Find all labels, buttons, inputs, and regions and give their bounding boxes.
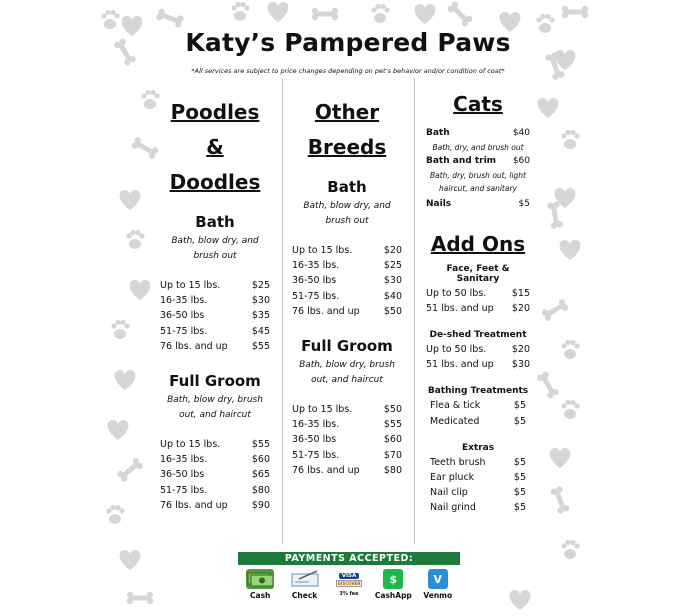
payments-section: [238, 552, 460, 614]
price-row: [426, 342, 530, 357]
price-row: [160, 339, 270, 354]
cash-icon: [246, 569, 274, 589]
bathing-treatments-list: [426, 398, 530, 428]
weight-range: 51-75 lbs.: [292, 449, 340, 461]
price: $65: [251, 469, 270, 481]
price: $5: [513, 487, 526, 499]
payment-label: CashApp: [374, 591, 412, 600]
weight-range: Up to 15 lbs.: [292, 404, 353, 416]
price-row: [160, 324, 270, 339]
price: $25: [251, 280, 270, 291]
other-bath-price-list: [292, 243, 402, 319]
price-row: [292, 243, 402, 258]
price: $5: [513, 456, 526, 468]
cat-bath-desc: Bath, dry, and brush out: [432, 143, 524, 153]
other-bath-desc-line2: brush out: [325, 216, 369, 226]
weight-range: 36-50 lbs: [292, 275, 337, 287]
price: $80: [251, 484, 270, 496]
extras-list: [426, 455, 530, 516]
price-row: [426, 357, 530, 372]
cat-bath-price: $40: [512, 128, 530, 138]
price-row: [292, 417, 402, 432]
weight-range: 51-75 lbs.: [160, 484, 208, 496]
weight-range: 51-75 lbs.: [160, 325, 208, 337]
price: $50: [383, 404, 402, 416]
addon-item: 51 lbs. and up: [426, 302, 494, 314]
price: $30: [511, 359, 530, 371]
other-groom-desc-line2: out, and haircut: [311, 375, 383, 386]
weight-range: Up to 15 lbs.: [292, 245, 353, 256]
payment-methods: [238, 565, 460, 600]
page-title: Katy’s Pampered Paws: [185, 28, 511, 57]
price: $5: [513, 400, 526, 412]
price-row: [292, 432, 402, 447]
price-row: [292, 258, 402, 273]
price-disclaimer: *All services are subject to price changes depending on pet’s behavior and/or condition of coat*: [191, 67, 505, 75]
price: $60: [251, 454, 270, 466]
price-row: [430, 470, 526, 485]
cat-trim-label: Bath and trim: [426, 156, 497, 167]
price-row: [426, 301, 530, 316]
price-row: [292, 304, 402, 319]
card-icon: [334, 569, 364, 591]
price-row: [160, 467, 270, 482]
cat-trim-desc-line1: Bath, dry, brush out, light: [430, 171, 526, 181]
price-row: [430, 414, 526, 429]
price-row: [292, 289, 402, 304]
price: $35: [251, 310, 270, 322]
weight-range: 76 lbs. and up: [292, 305, 360, 317]
poodles-bath-heading: Bath: [195, 213, 235, 231]
weight-range: 36-50 lbs: [292, 434, 337, 446]
other-groom-desc-line1: Bath, blow dry, brush: [299, 360, 395, 371]
price-row: [430, 398, 526, 413]
poodles-groom-price-list: [160, 437, 270, 513]
payments-banner: PAYMENTS ACCEPTED:: [238, 552, 460, 565]
poodles-bath-desc-line2: brush out: [193, 251, 237, 261]
price: $40: [383, 290, 402, 302]
addon-item: Flea & tick: [430, 400, 481, 412]
poodles-groom-desc-line2: out, and haircut: [179, 410, 251, 421]
price: $70: [383, 449, 402, 461]
payment-method-venmo: [418, 569, 458, 600]
price: $25: [383, 260, 402, 272]
addons-title: Add Ons: [430, 231, 526, 256]
price: $5: [513, 415, 526, 427]
price-row: [160, 498, 270, 513]
weight-range: 16-35 lbs.: [160, 454, 208, 466]
price-row: [160, 452, 270, 467]
price: $60: [383, 434, 402, 446]
payment-label: Check: [291, 591, 318, 600]
payment-label: Venmo: [423, 591, 453, 600]
price: $80: [383, 464, 402, 476]
deshed-list: [426, 342, 530, 372]
bathing-treatments-heading: Bathing Treatments: [427, 386, 529, 397]
weight-range: Up to 15 lbs.: [160, 439, 221, 451]
column-divider: [282, 78, 283, 544]
price: $30: [383, 275, 402, 287]
addon-item: Up to 50 lbs.: [426, 344, 487, 356]
price: $5: [513, 502, 526, 514]
price: $20: [511, 302, 530, 314]
price-row: [292, 448, 402, 463]
price: $20: [511, 344, 530, 356]
price-row: [430, 485, 526, 500]
weight-range: 76 lbs. and up: [160, 340, 228, 352]
poodles-bath-price-list: [160, 278, 270, 354]
price: $30: [251, 295, 270, 307]
price: $45: [251, 325, 270, 337]
price: $55: [383, 419, 402, 431]
price-row: [160, 308, 270, 323]
cats-addons-column: [426, 80, 530, 516]
price-row: [292, 273, 402, 288]
poodles-title-line2: Doodles: [169, 170, 261, 194]
poodles-title-line1: Poodles &: [170, 100, 260, 159]
weight-range: 76 lbs. and up: [160, 499, 228, 511]
face-feet-list: [426, 286, 530, 316]
deshed-heading: De-shed Treatment: [429, 330, 527, 341]
payment-method-card: [329, 569, 369, 600]
cashapp-icon: $: [383, 569, 403, 589]
weight-range: Up to 15 lbs.: [160, 280, 221, 291]
price: $55: [251, 340, 270, 352]
price-row: [292, 463, 402, 478]
price: $90: [251, 499, 270, 511]
cat-bath-label: Bath: [426, 128, 450, 138]
price-row: [430, 455, 526, 470]
cats-title: Cats: [453, 92, 503, 116]
addon-item: Medicated: [430, 415, 480, 427]
weight-range: 76 lbs. and up: [292, 464, 360, 476]
other-bath-heading: Bath: [327, 178, 367, 196]
price: $55: [251, 439, 270, 451]
poodles-groom-desc-line1: Bath, blow dry, brush: [167, 395, 263, 406]
cat-trim-desc-line2: haircut, and sanitary: [439, 184, 517, 194]
other-bath-desc-line1: Bath, blow dry, and: [303, 201, 391, 211]
payment-method-cashapp: [373, 569, 413, 600]
addon-item: Up to 50 lbs.: [426, 287, 487, 299]
price-row: [292, 402, 402, 417]
other-title-line1: Other: [314, 100, 380, 124]
price-row: [160, 293, 270, 308]
other-breeds-column: [292, 80, 402, 478]
payment-method-cash: [240, 569, 280, 600]
cat-bath-row: [426, 126, 530, 141]
addon-item: Nail clip: [430, 487, 468, 499]
cat-nails-price: $5: [518, 199, 530, 210]
visa-card-label: VISA: [339, 573, 360, 579]
payment-label: Cash: [250, 591, 271, 600]
price-row: [160, 437, 270, 452]
weight-range: 16-35 lbs.: [292, 260, 340, 272]
price: $15: [511, 287, 530, 299]
column-divider: [414, 78, 415, 544]
cat-trim-row: [426, 154, 530, 169]
weight-range: 36-50 lbs: [160, 469, 205, 481]
discover-card-label: DISCOVER: [337, 581, 361, 586]
addon-item: Nail grind: [430, 502, 476, 514]
weight-range: 16-35 lbs.: [160, 295, 208, 307]
price-row: [160, 483, 270, 498]
addon-item: 51 lbs. and up: [426, 359, 494, 371]
face-feet-heading: Face, Feet & Sanitary: [446, 263, 510, 284]
other-title-line2: Breeds: [307, 135, 387, 159]
cat-nails-label: Nails: [426, 199, 452, 210]
price: $5: [513, 472, 526, 484]
card-fee-note: 3% fee: [339, 591, 359, 597]
price: $20: [383, 245, 402, 256]
price: $50: [383, 305, 402, 317]
extras-heading: Extras: [461, 442, 495, 453]
price-row: [430, 500, 526, 515]
payment-method-check: [285, 569, 325, 600]
addon-item: Teeth brush: [430, 456, 486, 468]
addon-item: Ear pluck: [430, 472, 475, 484]
cat-nails-row: [426, 197, 530, 212]
venmo-icon: V: [428, 569, 448, 589]
weight-range: 16-35 lbs.: [292, 419, 340, 431]
poodles-bath-desc-line1: Bath, blow dry, and: [171, 236, 259, 246]
cat-trim-price: $60: [512, 156, 530, 167]
poodles-doodles-column: [160, 80, 270, 513]
weight-range: 36-50 lbs: [160, 310, 205, 322]
poodles-groom-heading: Full Groom: [169, 372, 261, 391]
check-icon: [291, 569, 319, 589]
other-groom-price-list: [292, 402, 402, 478]
other-groom-heading: Full Groom: [301, 337, 393, 356]
price-row: [160, 278, 270, 293]
weight-range: 51-75 lbs.: [292, 290, 340, 302]
price-row: [426, 286, 530, 301]
